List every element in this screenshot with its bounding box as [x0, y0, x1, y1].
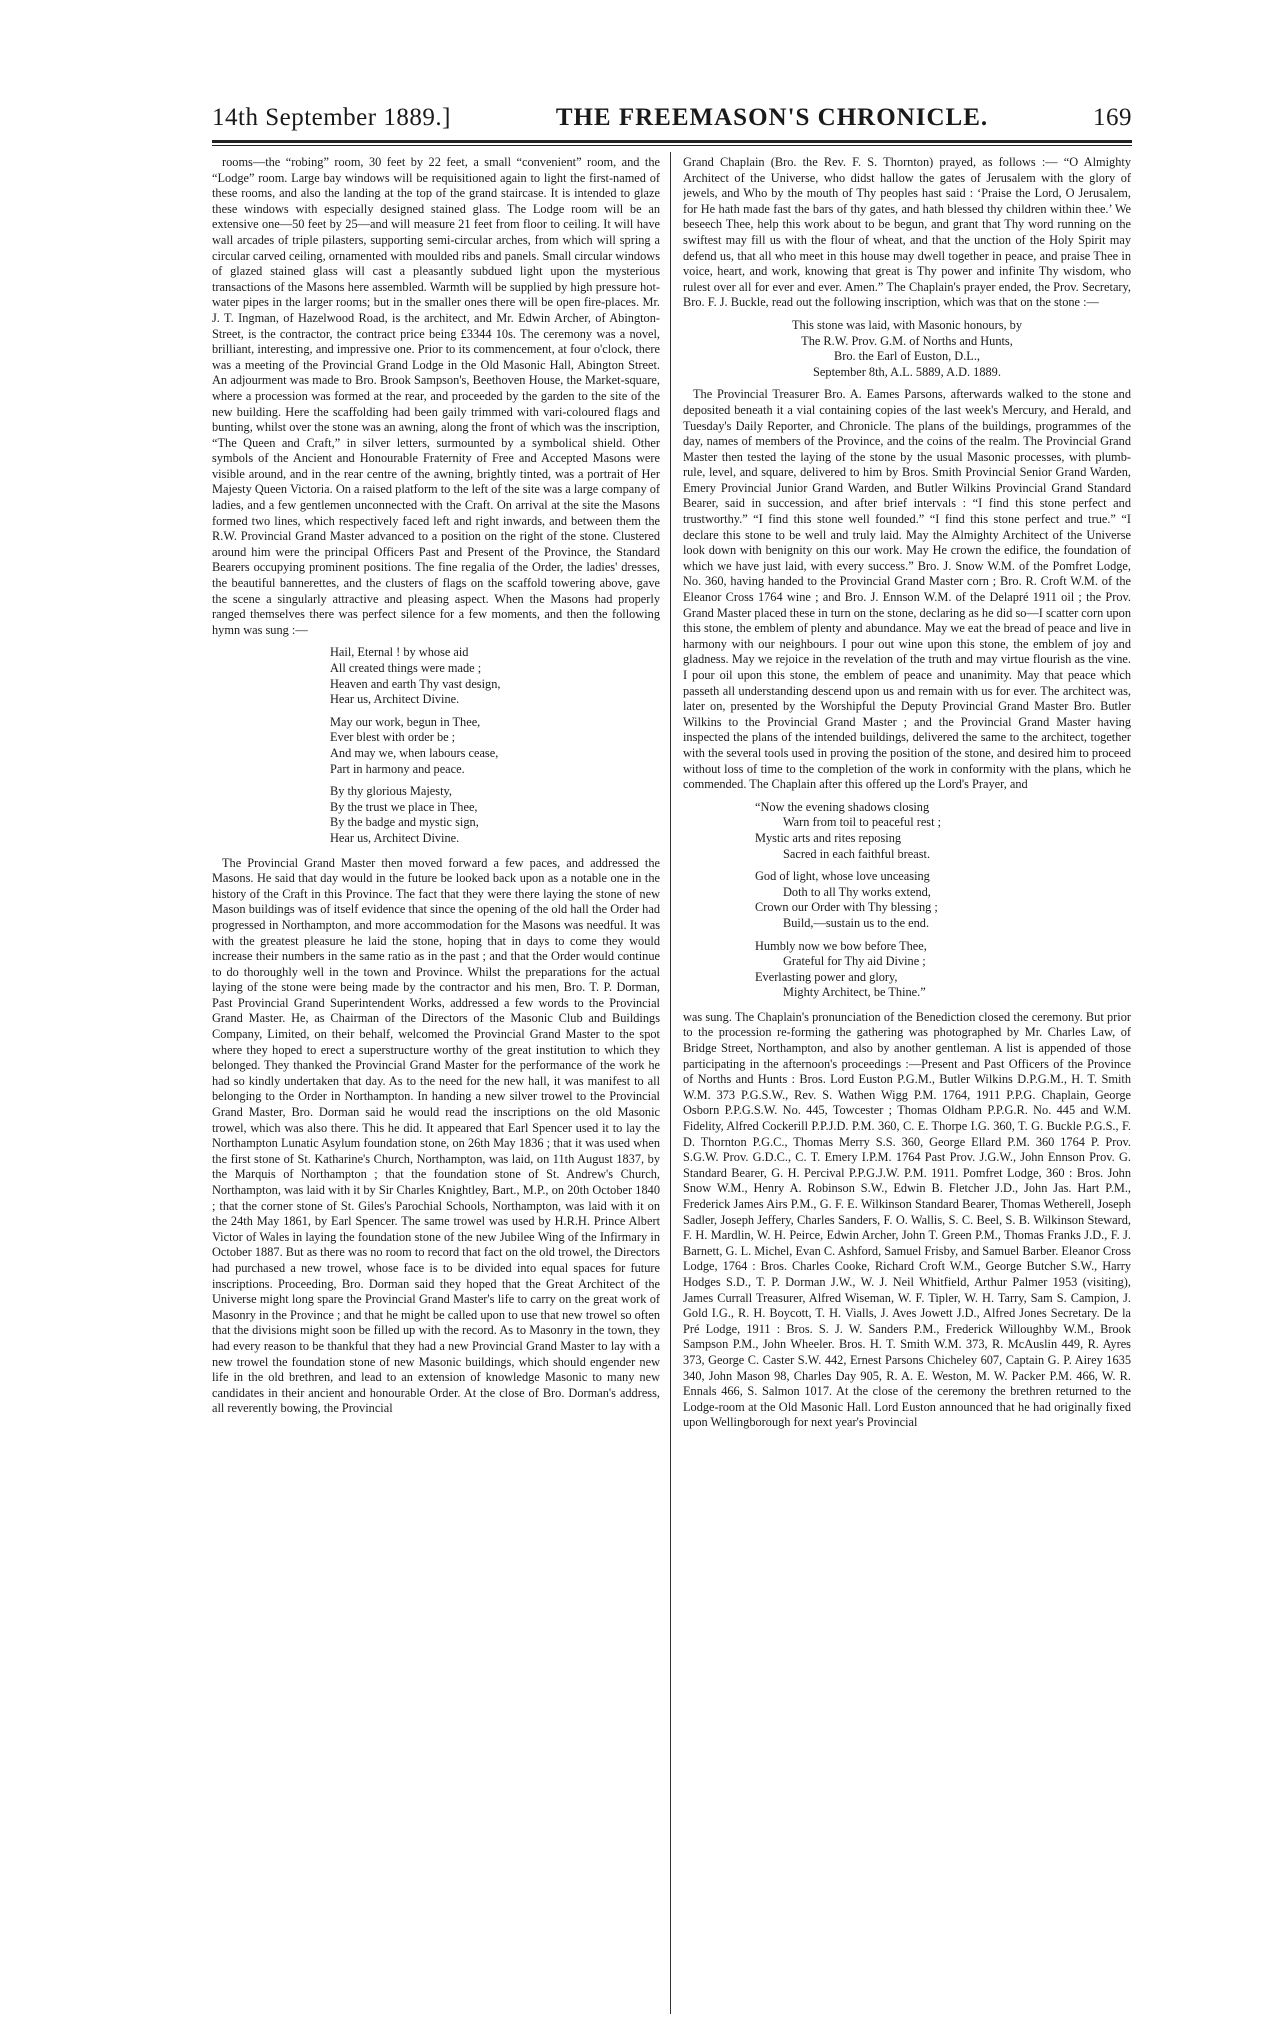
hymn-line: Mystic arts and rites reposing: [755, 830, 902, 845]
article-paragraph: rooms—the “robing” room, 30 feet by 22 feet, a small “convenient” room, and the “Lodge” room. Large bay windows will be requisitioned again to light the first-named of these rooms, and also the landing at the top of the grand staircase. It is intended to glaze these windows with especially designed stained glass. The Lodge room will be an extensive one—50 feet by 25—and will measure 21 feet from floor to ceiling. It will have wall arcades of triple pilasters, supporting semi-circular arches, from which will spring a circular carved ceiling, ornamented with moulded ribs and panels. Small circular windows of glazed stained glass will cast a pleasantly subdued light upon the mysterious transactions of the Masons here assembled. Warmth will be supplied by high pressure hot-water pipes in the larger rooms; but in the smaller ones there will be open fire-places. Mr. J. T. Ingman, of Hazelwood Road, is the architect, and Mr. Edwin Archer, of Abington-Street, is the contractor, the contract price being £3344 10s. The ceremony was a novel, brilliant, interesting, and impressive one. Prior to its commencement, at four o'clock, there was a meeting of the Provincial Grand Lodge in the Old Masonic Hall, Abington Street. An adjourment was made to Bro. Brook Sampson's, Beethoven House, the Market-square, where a procession was formed at the rear, and proceeded by the garden to the site of the new building. Here the scaffolding had been gaily trimmed with vari-coloured flags and bunting, whilst over the stone was an awning, along the front of which was the inscription, “The Queen and Craft,” in silver letters, surmounted by a symbolical shield. Other symbols of the Ancient and Honourable Fraternity of Free and Accepted Masons were visible around, and in the rear centre of the awning, brightly tinted, was a portrait of Her Majesty Queen Victoria. On a raised platform to the left of the site was a large company of ladies, and a few gentlemen unconnected with the Craft. On arrival at the site the Masons formed two lines, which respectively faced left and right inwards, and between them the R.W. Provincial Grand Master advanced to a position on the right of the stone. Clustered around him were the principal Officers Past and Present of the Province, the Standard Bearers occupying prominent positions. The fine regalia of the Order, the ladies' dresses, the beautiful bannerettes, and the clusters of flags on the scaffold towering above, gave the scene a singularly attractive and pleasing aspect. When the Masons had properly ranged themselves there was perfect silence for a few moments, and then the following hymn was sung :—: [212, 155, 660, 637]
hymn-line: Grateful for Thy aid Divine ;: [783, 954, 926, 969]
article-paragraph: was sung. The Chaplain's pronunciation of the Benediction closed the ceremony. But prior to the procession re-forming the gathering was photographed by Mr. Charles Law, of Bridge Street, Northampton, and also by another gentleman. A list is appended of those participating in the afternoon's proceedings :—Present and Past Officers of the Province of Norths and Hunts : Bros. Lord Euston P.G.M., Butler Wilkins D.P.G.M., H. T. Smith W.M. 373 P.G.S.W., Rev. S. Wathen Wigg P.M. 1764, 1911 P.P.G. Chaplain, George Osborn P.P.G.S.W. No. 445, Towcester ; Thomas Oldham P.P.G.R. No. 445 and W.M. Fidelity, Alfred Cockerill P.P.J.D. P.M. 360, C. E. Thorpe I.G. 360, T. G. Buckle P.G.S., F. D. Thornton P.G.C., Thomas Merry S.S. 360, George Ellard P.M. 360 1764 P. Prov. S.G.W. Prov. G.D.C., C. T. Emery I.P.M. 1764 Past Prov. J.G.W., John Ennson Prov. G. Standard Bearer, G. H. Percival P.P.G.J.W. P.M. 1911. Pomfret Lodge, 360 : Bros. John Snow W.M., Henry A. Robinson S.W., Edwin B. Fletcher J.D., John Jas. Hart P.M., Frederick James Airs P.M., G. F. E. Wilkinson Standard Bearer, Thomas Wetherell, Joseph Sadler, Joseph Jeffery, Charles Sanders, F. O. Wallis, S. C. Beel, S. B. Wilkinson Steward, F. H. Mardlin, W. H. Peirce, Edwin Archer, John T. Green P.M., Thomas Franks J.D., F. J. Barnett, G. L. Michel, Evan C. Ashford, Samuel Frisby, and Samuel Barber. Eleanor Cross Lodge, 1764 : Bros. Charles Cooke, Richard Croft W.M., George Butcher S.W., Harry Hodges S.D., T. P. Dorman J.W., W. J. Neil Whitfield, Arthur Palmer 1953 (visiting), James Currall Treasurer, Alfred Wiseman, W. F. Tipler, W. H. Tarry, Sam S. Campion, J. Gold I.G., R. H. Boycott, T. H. Vialls, J. Aves Jowett J.D., Alfred Jones Secretary. De la Pré Lodge, 1911 : Bros. S. J. W. Sanders P.M., Frederick Willoughby W.M., Brook Sampson P.M., John Wheeler. Bros. H. T. Smith W.M. 373, R. McAuslin 449, R. Ayres 373, George C. Caster S.W. 442, Ernest Parsons Chicheley 607, Captain G. P. Airey 1635 340, John Mason 98, Charles Day 905, R. A. E. Weston, M. W. Packer P.M. 466, W. R. Ennals 466, S. Salmon 1017. At the close of the ceremony the brethren returned to the Lodge-room at the Old Masonic Hall. Lord Euston announced that he had originally fixed upon Wellingborough for next year's Provincial: [683, 1009, 1131, 1430]
hymn-line: Warn from toil to peaceful rest ;: [783, 815, 942, 830]
hymn-line: Heaven and earth Thy vast design,: [330, 676, 501, 691]
inscription-line: September 8th, A.L. 5889, A.D. 1889.: [813, 364, 1001, 379]
hymn-line: Part in harmony and peace.: [330, 761, 465, 776]
inscription-line: This stone was laid, with Masonic honours, by: [791, 317, 1023, 332]
hymn-line: By the trust we place in Thee,: [330, 799, 478, 814]
hymn-stanza: [755, 869, 1131, 931]
hymn-line: By the badge and mystic sign,: [330, 815, 479, 830]
inscription-line: The R.W. Prov. G.M. of Norths and Hunts,: [801, 333, 1013, 348]
hymn-stanza: [330, 645, 660, 707]
inscription-line: Bro. the Earl of Euston, D.L.,: [833, 349, 981, 364]
article-paragraph: The Provincial Grand Master then moved forward a few paces, and addressed the Masons. He said that day would in the future be looked back upon as a notable one in the history of the Craft in this Province. The fact that they were there laying the stone of new Mason buildings was of itself evidence that since the opening of the old hall the Order had progressed in Northampton, and more accommodation for the Masons was needful. It was with the greatest pleasure he laid the stone, hoping that in days to come they would increase their numbers in the same ratio as in the past ; and that the Order would continue to do thoroughly well in the town and Province. Whilst the preparations for the actual laying of the stone were being made by the contractor and his men, Bro. T. P. Dorman, Past Provincial Grand Superintendent Works, addressed a few words to the Provincial Grand Master. He, as Chairman of the Directors of the Masonic Club and Buildings Company, Limited, on their behalf, welcomed the Provincial Grand Master to the spot where they hoped to erect a superstructure worthy of the great institution to which they belonged. They thanked the Provincial Grand Master for the performance of the work he had so kindly undertaken that day. As to the need for the new hall, it was manifest to all belonging to the Order in Northampton. In handing a new silver trowel to the Provincial Grand Master, Bro. Dorman said he would read the inscriptions on the old Masonic trowel, which was also there. This he did. It appeared that Earl Spencer used it to lay the Northampton Lunatic Asylum foundation stone, on 26th May 1836 ; that it was used when the first stone of St. Katharine's Church, Northampton, was laid, on 11th August 1837, by the Marquis of Northampton ; that the foundation stone of St. Andrew's Church, Northampton, was laid with it by Sir Charles Knightley, Bart., M.P., on 20th October 1840 ; that the corner stone of St. Giles's Parochial Schools, Northampton, was laid with it on the 24th May 1861, by Earl Spencer. The same trowel was used by H.R.H. Prince Albert Victor of Wales in laying the foundation stone of the new Jubilee Wing of the Infirmary in October 1887. But as there was no room to record that fact on the old trowel, the Directors had purchased a new trowel, whose face is to be divided into equal spaces for future inscriptions. Proceeding, Bro. Dorman said they hoped that the Great Architect of the Universe might long spare the Provincial Grand Master's life to carry on the great work of Masonry in the Province ; and that he might be called upon to use that new trowel so often that the divisions might soon be filled up with the record. As to Masonry in the town, they had every reason to be thankful that they had a new Provincial Grand Master to lay with a new trowel the foundation stone of new Masonic buildings, which should engender new life in the old brethren, and lead to an extension of knowledge Masonic to many new candidates in their ancient and honourable Order. At the close of Bro. Dorman's address, all reverently bowing, the Provincial: [212, 855, 660, 1416]
header-rule: [212, 140, 1132, 143]
hymn-line: Mighty Architect, be Thine.”: [783, 985, 926, 1000]
hymn-line: “Now the evening shadows closing: [755, 799, 930, 814]
hymn-line: Ever blest with order be ;: [330, 730, 456, 745]
hymn-line: Everlasting power and glory,: [755, 969, 898, 984]
opening-hymn: [212, 645, 660, 846]
hymn-stanza: [755, 939, 1131, 1001]
stone-inscription: [683, 318, 1131, 380]
hymn-line: Crown our Order with Thy blessing ;: [755, 900, 938, 915]
hymn-stanza: [755, 800, 1131, 862]
hymn-line: Build,—sustain us to the end.: [783, 915, 930, 930]
hymn-line: Doth to all Thy works extend,: [783, 884, 931, 899]
masthead: [212, 104, 1132, 138]
left-column: [212, 155, 660, 2015]
hymn-stanza: [330, 784, 660, 846]
right-column: [683, 155, 1131, 2015]
hymn-line: Hail, Eternal ! by whose aid: [330, 645, 469, 660]
hymn-line: God of light, whose love unceasing: [755, 869, 930, 884]
column-divider: [670, 152, 671, 2014]
article-paragraph: Grand Chaplain (Bro. the Rev. F. S. Thornton) prayed, as follows :— “O Almighty Architect of the Universe, who didst hallow the gates of Jerusalem with the glory of jewels, and Who by the mouth of Thy peoples hast said : ‘Praise the Lord, O Jerusalem, for He hath made fast the bars of thy gates, and hath blessed thy children within thee.’ We beseech Thee, help this work about to be begun, and grant that Thy word running on the swiftest may fill us with the flour of wheat, and that the unction of the Holy Spirit may defend us, that all who meet in this house may dwell together in peace, and praise Thee in voice, heart, and work, knowing that great is Thy power and infinite Thy wisdom, who rulest over all for ever and ever. Amen.” The Chaplain's prayer ended, the Prov. Secretary, Bro. F. J. Buckle, read out the following inscription, which was that on the stone :—: [683, 155, 1131, 310]
hymn-line: Hear us, Architect Divine.: [330, 830, 460, 845]
publication-title: THE FREEMASON'S CHRONICLE.: [555, 104, 989, 131]
issue-date: 14th September 1889.]: [212, 104, 451, 131]
hymn-stanza: [330, 715, 660, 777]
article-paragraph: The Provincial Treasurer Bro. A. Eames Parsons, afterwards walked to the stone and deposited beneath it a vial containing copies of the last week's Mercury, and Herald, and Tuesday's Daily Reporter, and Chronicle. The plans of the buildings, programmes of the day, names of members of the Province, and the coins of the realm. The Provincial Grand Master then tested the laying of the stone by the usual Masonic processes, with plumb-rule, level, and square, delivered to him by Bros. Smith Provincial Senior Grand Warden, Emery Provincial Junior Grand Warden, and Butler Wilkins Provincial Grand Standard Bearer, said in succession, and after brief intervals : “I find this stone perfect and trustworthy.” “I find this stone well founded.” “I find this stone perfect and true.” “I declare this stone to be well and truly laid. May the Almighty Architect of the Universe look down with benignity on this our work. May He crown the edifice, the foundation of which we have just laid, with every success.” Bro. J. Snow W.M. of the Pomfret Lodge, No. 360, having handed to the Provincial Grand Master corn ; Bro. R. Croft W.M. of the Eleanor Cross 1764 wine ; and Bro. J. Ennson W.M. of the Delapré 1911 oil ; the Prov. Grand Master placed these in turn on the stone, declaring as he did so—I scatter corn upon this stone, the emblem of plenty and abundance. May we eat the bread of peace and live in harmony with our neighbours. I pour out wine upon this stone, the emblem of joy and gladness. May we rejoice in the revelation of the truth and may virtue flourish as the vine. I pour oil upon this stone, the emblem of peace and unanimity. May that peace which passeth all understanding descend upon us and remain with us for ever. The architect was, later on, presented by the Worshipful the Deputy Provincial Grand Master Bro. Butler Wilkins to the Provincial Grand Master ; and the Provincial Grand Master having inspected the plans of the intended buildings, delivered the same to the architect, together with the several tools used in proving the position of the stone, and desired him to proceed without loss of time to the completion of the work in conformity with the plans, which he commended. The Chaplain after this offered up the Lord's Prayer, and: [683, 387, 1131, 792]
hymn-line: By thy glorious Majesty,: [330, 784, 452, 799]
hymn-line: Sacred in each faithful breast.: [783, 846, 931, 861]
page-number: 169: [1093, 104, 1132, 131]
hymn-line: May our work, begun in Thee,: [330, 714, 481, 729]
hymn-line: Humbly now we bow before Thee,: [755, 938, 927, 953]
hymn-line: All created things were made ;: [330, 661, 482, 675]
closing-hymn: [683, 800, 1131, 1001]
hymn-line: Hear us, Architect Divine.: [330, 692, 460, 707]
hymn-line: And may we, when labours cease,: [330, 745, 499, 760]
header-rule-thin: [212, 145, 1132, 146]
